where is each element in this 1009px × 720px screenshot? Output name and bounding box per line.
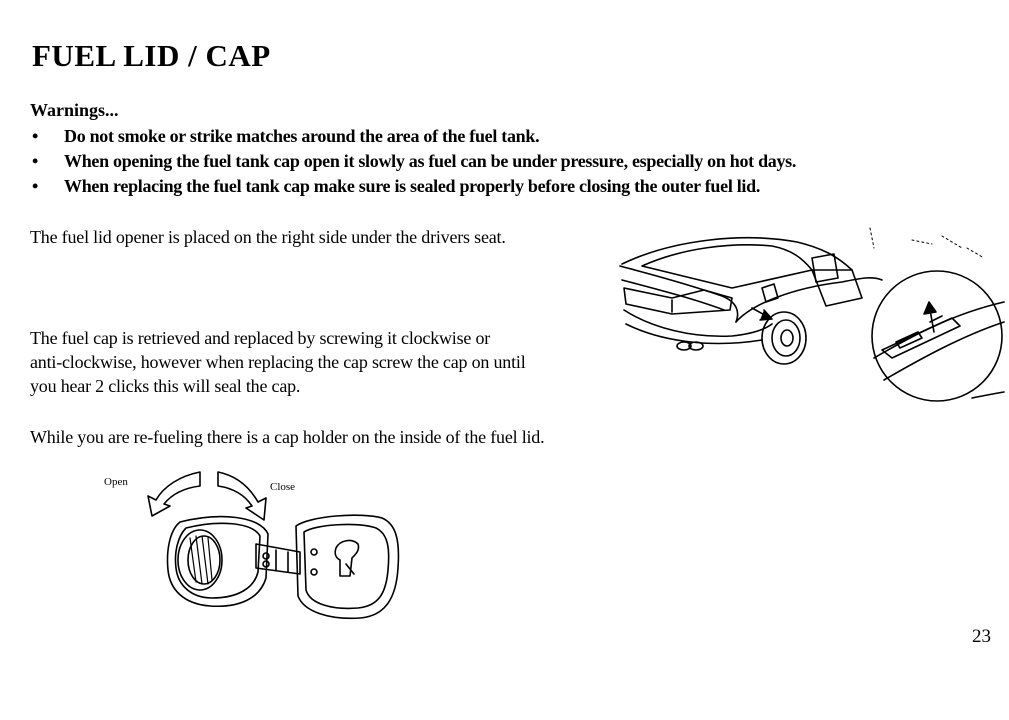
car-tail-light xyxy=(624,288,732,314)
paragraph-line: you hear 2 clicks this will seal the cap. xyxy=(30,376,301,396)
open-label: Open xyxy=(104,476,128,488)
car-fuel-lid xyxy=(812,254,838,282)
paragraph-line: The fuel cap is retrieved and replaced by screwing it clockwise or xyxy=(30,328,491,348)
paragraph-line: anti-clockwise, however when replacing the cap screw the cap on until xyxy=(30,352,526,372)
warning-text: When opening the fuel tank cap open it slowly as fuel can be under pressure, especially on hot days. xyxy=(64,151,797,171)
car-roof-line xyxy=(622,238,852,270)
page-number: 23 xyxy=(972,626,991,647)
bullet-icon: • xyxy=(32,151,39,171)
page-title: FUEL LID / CAP xyxy=(32,38,271,73)
fuel-cap-holder-illustration xyxy=(100,460,400,628)
paragraph-cap-usage xyxy=(30,326,526,398)
warning-text: When replacing the fuel tank cap make sure is sealed properly before closing the outer fuel lid. xyxy=(64,176,761,196)
fuel-cap xyxy=(178,530,222,590)
close-arrow-icon xyxy=(218,472,266,520)
warnings-list xyxy=(30,124,796,199)
close-label: Close xyxy=(270,481,296,493)
warning-item-2 xyxy=(30,149,796,174)
paragraph-opener-location: The fuel lid opener is placed on the right side under the drivers seat. xyxy=(30,227,506,247)
open-arrow-icon xyxy=(148,472,200,516)
paragraph-cap-holder: While you are re-fueling there is a cap holder on the inside of the fuel lid. xyxy=(30,427,545,447)
warning-text: Do not smoke or strike matches around the area of the fuel tank. xyxy=(64,126,540,146)
bullet-icon: • xyxy=(32,126,39,146)
bullet-icon: • xyxy=(32,176,39,196)
car-rear-window xyxy=(642,245,812,288)
warning-item-1 xyxy=(30,124,796,149)
cap-holder-clip xyxy=(335,541,358,576)
car-fuel-lid-illustration xyxy=(612,218,1007,408)
warning-item-3 xyxy=(30,174,796,199)
warnings-heading: Warnings... xyxy=(30,100,119,120)
lid-hinge xyxy=(256,544,300,574)
